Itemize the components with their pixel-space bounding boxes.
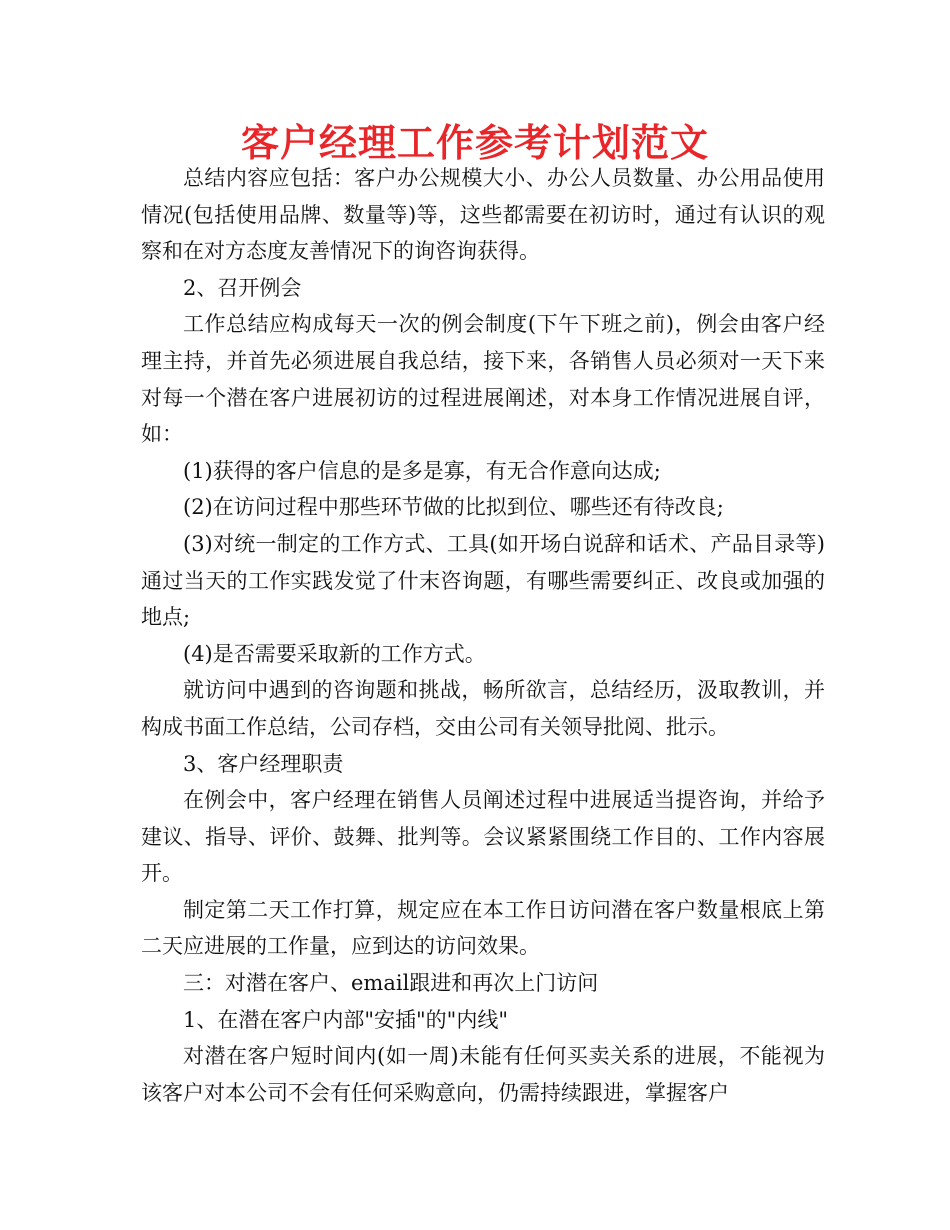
paragraph: 制定第二天工作打算，规定应在本工作日访问潜在客户数量根底上第二天应进展的工作量，应到达的访问效果。 [141, 897, 825, 959]
section-heading: 1、在潜在客户内部"安插"的"内线" [183, 1007, 508, 1032]
paragraph: 对潜在客户短时间内(如一周)未能有任何买卖关系的进展，不能视为该客户对本公司不会有任何采购意向，仍需持续跟进，掌握客户 [141, 1044, 825, 1105]
section-heading: 3、客户经理职责 [183, 751, 344, 776]
paragraph: 工作总结应构成每天一次的例会制度(下午下班之前)，例会由客户经理主持，并首先必须进展自我总结，接下来，各销售人员必须对一天下来对每一个潜在客户进展初访的过程进展阐述，对本身工作情况进展自评，如： [141, 312, 825, 447]
section-heading: 三：对潜在客户、email跟进和再次上门访问 [183, 971, 599, 996]
list-item: (1)获得的客户信息的是多是寡，有无合作意向达成; [183, 458, 661, 483]
list-item: (4)是否需要采取新的工作方式。 [183, 641, 486, 666]
section-heading: 2、召开例会 [183, 275, 302, 300]
document-body [141, 160, 825, 1111]
paragraph: 就访问中遇到的咨询题和挑战，畅所欲言，总结经历，汲取教训，并构成书面工作总结，公司存档，交由公司有关领导批阅、批示。 [141, 678, 825, 739]
document-title: 客户经理工作参考计划范文 [240, 120, 709, 165]
list-item: (2)在访问过程中那些环节做的比拟到位、哪些还有待改良; [183, 495, 724, 520]
paragraph: 总结内容应包括：客户办公规模大小、办公人员数量、办公用品使用情况(包括使用品牌、数量等)等，这些都需要在初访时，通过有认识的观察和在对方态度友善情况下的询咨询获得。 [141, 166, 825, 264]
list-item: (3)对统一制定的工作方式、工具(如开场白说辞和话术、产品目录等)通过当天的工作实践发觉了什末咨询题，有哪些需要纠正、改良或加强的地点; [141, 531, 825, 630]
paragraph: 在例会中，客户经理在销售人员阐述过程中进展适当提咨询，并给予建议、指导、评价、鼓舞、批判等。会议紧紧围绕工作目的、工作内容展开。 [141, 788, 825, 886]
